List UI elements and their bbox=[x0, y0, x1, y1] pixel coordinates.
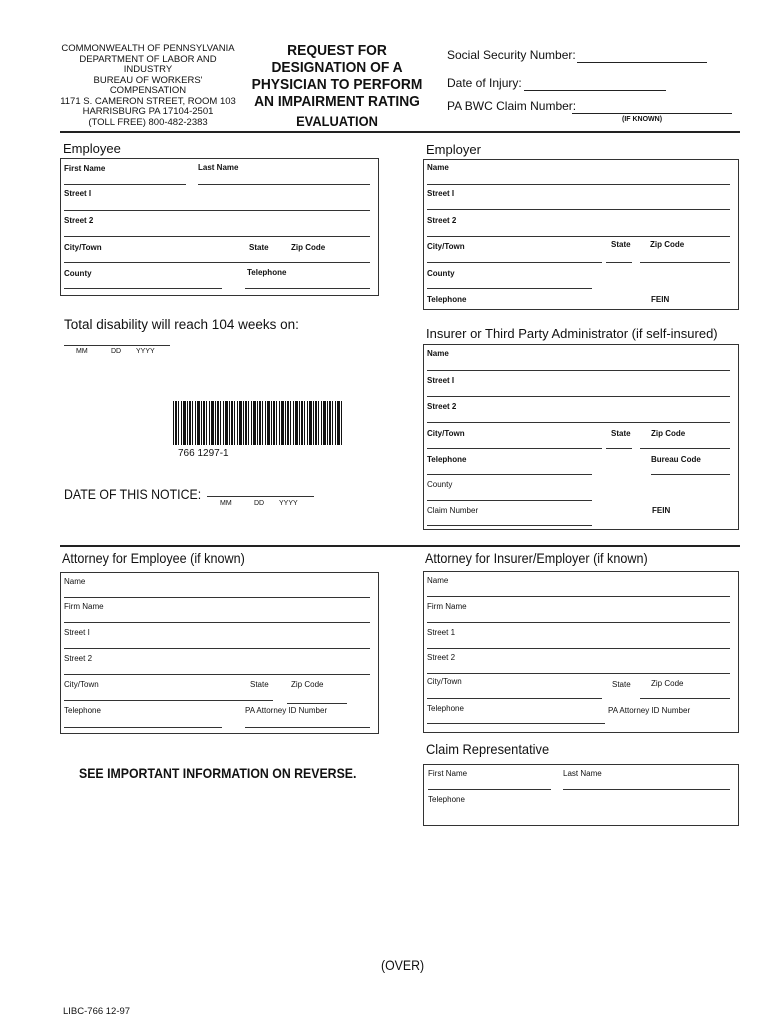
ae-attorney-id-field[interactable] bbox=[245, 727, 370, 728]
insurer-street1-field[interactable] bbox=[427, 396, 730, 397]
employee-last-name-field[interactable] bbox=[198, 184, 370, 185]
employee-last-name-label: Last Name bbox=[198, 163, 239, 172]
ai-city-label: City/Town bbox=[427, 677, 462, 686]
disability-dd: DD bbox=[111, 348, 122, 355]
employee-street2-field[interactable] bbox=[64, 236, 370, 237]
insurer-zip-field[interactable] bbox=[640, 448, 730, 449]
ssn-field[interactable] bbox=[577, 62, 707, 63]
ae-city-field[interactable] bbox=[64, 700, 273, 701]
title-line: AN IMPAIRMENT RATING bbox=[254, 93, 420, 110]
ae-state-label: State bbox=[250, 680, 269, 689]
ae-name-label: Name bbox=[64, 577, 86, 586]
ae-zip-field[interactable] bbox=[287, 703, 347, 704]
employer-heading: Employer bbox=[426, 142, 481, 157]
insurer-bureau-code-label: Bureau Code bbox=[651, 455, 701, 464]
title-line: DESIGNATION OF A bbox=[271, 59, 403, 76]
agency-line: DEPARTMENT OF LABOR AND INDUSTRY bbox=[79, 53, 217, 75]
insurer-street2-label: Street 2 bbox=[427, 402, 457, 411]
injury-date-field[interactable] bbox=[524, 90, 666, 91]
claim-number-label: PA BWC Claim Number: bbox=[447, 99, 577, 113]
employee-street1-label: Street I bbox=[64, 189, 92, 198]
claim-rep-first-name-label: First Name bbox=[428, 769, 468, 778]
insurer-bureau-code-field[interactable] bbox=[651, 474, 730, 475]
disability-yyyy: YYYY bbox=[136, 348, 155, 355]
insurer-telephone-label: Telephone bbox=[427, 455, 467, 464]
section-rule bbox=[60, 545, 740, 547]
employer-city-field[interactable] bbox=[427, 262, 602, 263]
insurer-street2-field[interactable] bbox=[427, 422, 730, 423]
barcode bbox=[173, 401, 343, 445]
see-reverse-notice: SEE IMPORTANT INFORMATION ON REVERSE. bbox=[79, 765, 357, 781]
if-known-note: (IF KNOWN) bbox=[622, 116, 663, 123]
ae-firm-label: Firm Name bbox=[64, 602, 104, 611]
claim-number-field[interactable] bbox=[572, 113, 732, 114]
ai-firm-field[interactable] bbox=[427, 622, 730, 623]
employer-state-field[interactable] bbox=[606, 262, 632, 263]
employee-first-name-label: First Name bbox=[64, 164, 106, 173]
ssn-label: Social Security Number: bbox=[447, 48, 576, 62]
employer-zip-label: Zip Code bbox=[650, 240, 685, 249]
title-line: PHYSICIAN TO PERFORM bbox=[251, 76, 423, 93]
ai-street1-field[interactable] bbox=[427, 648, 730, 649]
ai-street2-field[interactable] bbox=[427, 673, 730, 674]
ae-street1-label: Street I bbox=[64, 628, 90, 637]
ae-street2-label: Street 2 bbox=[64, 654, 93, 663]
ai-zip-label: Zip Code bbox=[651, 679, 684, 688]
insurer-county-label: County bbox=[427, 480, 453, 489]
agency-line: (TOLL FREE) 800-482-2383 bbox=[88, 116, 208, 128]
agency-line: HARRISBURG PA 17104-2501 bbox=[82, 106, 214, 117]
claim-rep-first-name-field[interactable] bbox=[428, 789, 551, 790]
insurer-city-label: City/Town bbox=[427, 429, 465, 438]
notice-yyyy: YYYY bbox=[279, 500, 298, 507]
claim-rep-telephone-label: Telephone bbox=[428, 795, 465, 804]
employee-street2-label: Street 2 bbox=[64, 216, 94, 225]
employee-county-field[interactable] bbox=[64, 288, 222, 289]
insurer-zip-label: Zip Code bbox=[651, 429, 686, 438]
injury-label: Date of Injury: bbox=[447, 76, 522, 90]
form-title bbox=[250, 42, 425, 130]
ai-street1-label: Street 1 bbox=[427, 628, 456, 637]
ae-street1-field[interactable] bbox=[64, 648, 370, 649]
ai-state-label: State bbox=[612, 680, 631, 689]
insurer-state-label: State bbox=[611, 429, 631, 438]
insurer-fein-label: FEIN bbox=[652, 506, 671, 515]
employer-name-field[interactable] bbox=[427, 184, 730, 185]
ai-attorney-id-label: PA Attorney ID Number bbox=[608, 706, 691, 715]
ai-telephone-field[interactable] bbox=[427, 723, 605, 724]
notice-dd: DD bbox=[254, 500, 265, 507]
insurer-heading: Insurer or Third Party Administrator (if self-insured) bbox=[426, 326, 718, 341]
employee-city-label: City/Town bbox=[64, 243, 102, 252]
ai-zip-field[interactable] bbox=[640, 698, 730, 699]
title-line: EVALUATION bbox=[296, 113, 378, 129]
ai-city-field[interactable] bbox=[427, 698, 602, 699]
employer-zip-field[interactable] bbox=[640, 262, 730, 263]
ai-name-label: Name bbox=[427, 576, 449, 585]
notice-mm: MM bbox=[220, 500, 232, 507]
notice-date-field[interactable] bbox=[207, 496, 314, 497]
claim-rep-heading: Claim Representative bbox=[426, 741, 550, 757]
employee-telephone-field[interactable] bbox=[245, 288, 370, 289]
employee-heading: Employee bbox=[63, 141, 121, 156]
employer-telephone-label: Telephone bbox=[427, 295, 467, 304]
attorney-insurer-heading: Attorney for Insurer/Employer (if known) bbox=[425, 550, 648, 566]
employee-first-name-field[interactable] bbox=[64, 184, 186, 185]
employer-county-field[interactable] bbox=[427, 288, 592, 289]
ae-zip-label: Zip Code bbox=[291, 680, 324, 689]
ae-telephone-field[interactable] bbox=[64, 727, 222, 728]
employer-street2-label: Street 2 bbox=[427, 216, 457, 225]
employee-state-label: State bbox=[249, 243, 269, 252]
insurer-city-field[interactable] bbox=[427, 448, 602, 449]
employer-state-label: State bbox=[611, 240, 631, 249]
notice-date-label: DATE OF THIS NOTICE: bbox=[64, 486, 202, 502]
agency-line: BUREAU OF WORKERS' COMPENSATION bbox=[93, 74, 203, 96]
disability-mm: MM bbox=[76, 348, 88, 355]
insurer-street1-label: Street I bbox=[427, 376, 455, 385]
ae-firm-field[interactable] bbox=[64, 622, 370, 623]
agency-line: COMMONWEALTH OF PENNSYLVANIA bbox=[61, 43, 235, 54]
agency-line: 1171 S. CAMERON STREET, ROOM 103 bbox=[60, 95, 236, 107]
employer-street2-field[interactable] bbox=[427, 236, 730, 237]
ae-attorney-id-label: PA Attorney ID Number bbox=[245, 706, 328, 715]
insurer-claim-number-label: Claim Number bbox=[427, 506, 479, 515]
employee-box bbox=[60, 158, 379, 296]
over-indicator: (OVER) bbox=[381, 957, 425, 973]
insurer-name-field[interactable] bbox=[427, 370, 730, 371]
title-line: REQUEST FOR bbox=[287, 42, 387, 59]
employer-city-label: City/Town bbox=[427, 242, 465, 251]
employer-street1-field[interactable] bbox=[427, 209, 730, 210]
ae-telephone-label: Telephone bbox=[64, 706, 101, 715]
barcode-number: 766 1297-1 bbox=[178, 448, 229, 459]
insurer-box bbox=[423, 344, 739, 530]
employee-street1-field[interactable] bbox=[64, 210, 370, 211]
claim-rep-last-name-label: Last Name bbox=[563, 769, 602, 778]
ai-name-field[interactable] bbox=[427, 596, 730, 597]
employer-street1-label: Street I bbox=[427, 189, 455, 198]
ae-name-field[interactable] bbox=[64, 597, 370, 598]
employee-zip-label: Zip Code bbox=[291, 243, 326, 252]
claim-rep-last-name-field[interactable] bbox=[563, 789, 730, 790]
ai-street2-label: Street 2 bbox=[427, 653, 456, 662]
insurer-name-label: Name bbox=[427, 349, 449, 358]
employee-telephone-label: Telephone bbox=[247, 268, 287, 277]
insurer-county-field[interactable] bbox=[427, 500, 592, 501]
employee-city-state-zip-field[interactable] bbox=[64, 262, 370, 263]
ae-street2-field[interactable] bbox=[64, 674, 370, 675]
agency-address bbox=[58, 44, 238, 128]
header-rule bbox=[60, 131, 740, 133]
employer-name-label: Name bbox=[427, 163, 449, 172]
employee-county-label: County bbox=[64, 269, 92, 278]
disability-date-field[interactable] bbox=[64, 345, 170, 346]
ai-firm-label: Firm Name bbox=[427, 602, 467, 611]
disability-date-label: Total disability will reach 104 weeks on: bbox=[64, 317, 299, 332]
form-id: LIBC-766 12-97 bbox=[63, 1006, 131, 1017]
ae-city-label: City/Town bbox=[64, 680, 99, 689]
attorney-employee-heading: Attorney for Employee (if known) bbox=[62, 550, 245, 566]
insurer-state-field[interactable] bbox=[606, 448, 632, 449]
insurer-telephone-field[interactable] bbox=[427, 474, 592, 475]
ai-telephone-label: Telephone bbox=[427, 704, 464, 713]
employer-county-label: County bbox=[427, 269, 455, 278]
employer-fein-label: FEIN bbox=[651, 295, 670, 304]
insurer-claim-number-field[interactable] bbox=[427, 525, 592, 526]
